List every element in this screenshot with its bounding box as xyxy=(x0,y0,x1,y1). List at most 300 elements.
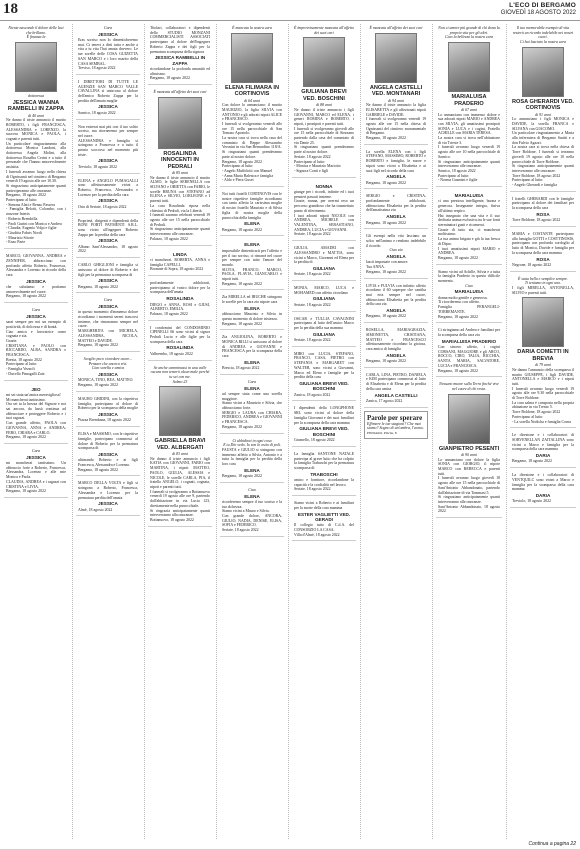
deceased-name: JESSICA xyxy=(98,412,118,417)
deceased-name: GIANPIETRO PESENTI xyxy=(438,445,500,452)
quote: Ci ubbidirai in ogni cosa xyxy=(232,438,272,443)
text: mi sei stata un'amica meravigliosa! xyxy=(6,392,61,397)
text: Ne danno il triste annuncio la figlia ELISABETTA e gli affezionati nipoti GABRIELE e DAVIDE. xyxy=(366,103,426,117)
page-number: 18 xyxy=(3,1,18,17)
condolence-card xyxy=(510,195,576,227)
deceased-name: ELENA xyxy=(244,359,260,365)
text: Mi mancherai tantissimo. xyxy=(6,397,46,402)
text: ELISA e MASSIMO, con le rispettive famiglie, partecipano commossi al dolore di Roberto per la prematura scomparsa di xyxy=(78,432,138,451)
text: LIVIA e FULVIA con infinito affetto ricordano il 60 superpre che cantiha mai erta sempre nel cuore, abbracciano Elisabetta per la perdita della cara zia xyxy=(366,283,426,307)
text: Hai insegnato che una vita e il suo dedicata anima esclusiva.tra le sue fonti sterminatori gusti e ricamerai. xyxy=(438,213,501,227)
text: I funerali si svolgeranno venerdì 19 agosto alle ore 15 nella chiesa di Ognissanti del cimitero monumentale di Bergamo. xyxy=(366,117,426,136)
age: di 85 anni xyxy=(172,171,188,176)
text: ci mancherai. ROBERTA, ANNA e famiglia CAPELLI. xyxy=(150,257,210,267)
portrait-photo xyxy=(522,297,564,347)
condolence-card xyxy=(292,404,356,446)
text: MARGHERITA con MICHELA, ALESSANDRA, NICOLA, MATTEO e DAVIDE. xyxy=(78,329,138,343)
text: ci una preziosa intelligente, buona e generosa. Insegnante integra, finiva all'ultimo respiro. xyxy=(438,199,500,213)
salutation: Cara xyxy=(104,26,112,30)
condolence-card xyxy=(4,252,68,303)
date: Bergamo, 18 agosto 2022 xyxy=(366,220,406,225)
deceased-name: JESSICA xyxy=(98,104,118,110)
date: Bergamo, 18 agosto 2022 xyxy=(6,435,46,440)
text: profondamente addolorati, partecipiamo al vostro dolore per la scomparsa dell'amata xyxy=(150,281,210,295)
date: Bergamo, 18 agosto 2022 xyxy=(222,281,262,286)
text: Grazie. xyxy=(6,338,18,343)
text: amico e fornitore, ricordandone la capacità e la cordialità nel lavoro. xyxy=(294,478,354,487)
condolence-card xyxy=(4,384,68,444)
obituary-column-6 xyxy=(360,24,433,839)
text: Ciao la bellezza la nostra cara xyxy=(444,35,494,40)
deceased-name: GIULIANA xyxy=(312,331,336,337)
text: Gli esempi nella vita lasciano un solco nell'anima e rendono indelebile il ricordo. xyxy=(366,234,426,248)
condolence-card xyxy=(510,230,576,272)
text: La nostra cara si trova nell'abitazione di via Trieste 3. xyxy=(438,136,500,145)
date: Palazzo, 18 agosto 2022 xyxy=(150,311,188,316)
condolence-card xyxy=(76,123,140,174)
deceased-name: JESSICA WANNA RAMBELLI IN ZAPPA xyxy=(7,99,65,113)
text: È mancata all'affetto dei suoi cari xyxy=(153,90,207,95)
deceased-name: ANGELA xyxy=(386,174,406,180)
title: dottoressa xyxy=(27,94,45,99)
obituary-card xyxy=(510,275,576,429)
quote: Scoglio poco ricordare cuore... Pensare che ancora vivi. xyxy=(83,356,133,366)
date: Bergamo, 18 agosto 2022 xyxy=(438,314,478,319)
text: I tuoi adorati nipoti NICOLE con ANDREA, MICHELE con VALENTINA, SEBASTIANO, ANDREA, LUCIA e GIOVANNI. xyxy=(294,213,354,232)
salutation: Cara xyxy=(248,379,256,384)
deceased-name: GIULIANA xyxy=(312,296,336,302)
date: Zanica, 17 agosto 2022 xyxy=(366,398,403,403)
date: Bergamo, 18 agosto 2022 xyxy=(438,368,478,373)
text: La nostra cara si trova nella chiesa di Torre Boldone. I funerali si terranno giovedì 19 agosto alle ore 10 nella parrocchiale di Torre Boldone. xyxy=(512,145,574,164)
condolence-card xyxy=(292,284,356,312)
text: MIRO con LUCIA, STEFANO, FRANCO, CASA, PIETRO con STEFANIA e MARGARET con WALTER, sono vicini a Giovanni, Marco ed Elena e famiglie per la perdita della cara xyxy=(294,351,354,380)
deceased-name: JESSICA xyxy=(26,454,46,460)
text: Il collegio tutto di C.d.A. del CONSORZIO LA CASA. xyxy=(294,523,354,533)
condolence-card xyxy=(364,326,428,368)
date: Zanica, 18 agosto 2022 xyxy=(294,392,331,397)
text: I funerali avranno luogo nella chiesa di Ognissanti nel cimitero di Bergamo venerdì 19 agosto alle ore 10.30. xyxy=(6,169,66,184)
text: I figli MIRELLA, ANTONELLA, SILVIO e parenti tutti. xyxy=(512,286,574,295)
date: Treviolo, 18 agosto 2022 xyxy=(512,499,551,504)
condolence-card xyxy=(220,239,284,290)
deceased-name: MARIALUISA PRADERIO xyxy=(441,338,497,344)
deceased-name: ELENA xyxy=(244,221,260,227)
text: Proprietà, dirigenti e dipendenti della BONI FORTI PAYMENTI S.R.L. sono vicini all'ingegner Roberto Zappa per la perdita della cara xyxy=(78,218,138,237)
date: Bergamo, 18 agosto 2022 xyxy=(222,424,262,429)
date: Bergamo, 18 agosto 2022 xyxy=(222,159,262,164)
text: La famiglia SANTONE NATALE partecipa al grave lutto che ha colpito la famiglia Trabuschi per la prematura scomparsa di xyxy=(294,451,354,470)
deceased-name: ELENA FILIMARA IN CORTINOVIS xyxy=(225,84,279,98)
deceased-name: JESSICA xyxy=(98,303,118,309)
text: mi mancherai tantissimo. Un abbraccio forte a Roberto, Francesca, Alessandra, Lorenzo e alle mie Monica e Paola. xyxy=(6,461,66,480)
text: MARIA e COSTANTE partecipano alla famiglia GOTTI e COSTTINOSIS, partecipano con profondo cordoglio al lutto di Monica, Davide e famiglia per la scomparsa della cara mamma xyxy=(512,231,574,255)
condolence-card xyxy=(292,315,356,347)
condolence-card xyxy=(220,333,284,375)
deceased-name: ANGELA xyxy=(386,253,406,259)
quote: Nessuno muore sulla Terra finché vive nel cuore di chi resta. xyxy=(439,382,499,391)
deceased-name: MARIALUISA xyxy=(454,289,484,295)
text: Famiglia PERANGELI-TORREMANTE. xyxy=(438,305,500,314)
text: La tua anima brigata e già la tua fresca di Dipro. xyxy=(438,237,500,246)
condolence-card xyxy=(220,437,284,483)
date: Torre Boldone, 18 agosto 2022 xyxy=(512,410,561,415)
condolence-card xyxy=(220,190,284,236)
condolence-card xyxy=(292,244,356,281)
obituary-column-4 xyxy=(216,24,289,839)
date: Bergamo, 18 agosto 2022 xyxy=(222,321,262,326)
page-header xyxy=(0,0,580,21)
deceased-name: JESSICA xyxy=(98,501,118,507)
condolence-card xyxy=(76,296,140,352)
obituary-card xyxy=(220,24,284,187)
text: La nostra cara si trova nella casa del commiato di Beppe Alessandro Versnini in via San Bernardino 118/A. xyxy=(222,136,282,150)
date: Sant'Antonio Abbandonato, 18 agosto 2022 xyxy=(438,504,500,514)
date: Seriate, 18 agosto 2022 xyxy=(294,302,331,307)
deceased-name: ELENA xyxy=(244,385,260,391)
obituary-column-5 xyxy=(288,24,361,839)
date: Grumello, 18 agosto 2022 xyxy=(294,438,335,443)
text: I tuoi amatissimi nipoti MARIO e ANDREA. xyxy=(438,246,500,256)
portrait-photo xyxy=(375,33,417,83)
participants-list: Partecipano al lutto: - Angelo Gherardi e famiglia xyxy=(512,178,557,188)
deceased-name: JESSICA xyxy=(98,278,118,284)
obituary-card xyxy=(148,364,212,527)
quote-signature: Salmo 23 xyxy=(172,379,188,384)
condolence-card xyxy=(436,326,502,377)
deceased-name: LINDA xyxy=(172,251,188,257)
deceased-name: JESSICA xyxy=(98,158,118,164)
deceased-name: JEO xyxy=(31,386,41,392)
age: di 90 anni xyxy=(461,453,477,458)
condolence-card xyxy=(148,324,212,361)
date: Bergamo, 18 agosto 2022 xyxy=(366,136,406,141)
text: La cara Rosalinda riposa nella chiesina di Pedrali, via la Libertà. xyxy=(150,203,210,213)
text: Siamo vicini a Maurizio e Silvia, che abbracciamo forte. xyxy=(222,401,282,411)
text: Si ringrazia anticipatamente quanti interverranno alla onoranze. xyxy=(150,508,210,518)
obituary-card xyxy=(292,24,356,178)
condolence-card xyxy=(510,431,576,468)
participants-list: Partecipano al lutto: - Famiglia Vezzoli - Duvello Pimagalli Zaiz xyxy=(6,362,45,376)
deceased-name: ANGELA CASTELLI xyxy=(374,392,418,398)
condolence-card xyxy=(76,24,140,75)
text: giunge per i ricordi, infinite ed i tuoi pensieri passati insieme. xyxy=(294,190,354,199)
portrait-photo xyxy=(159,386,201,436)
quote: Ti teniamo in ogni uno. xyxy=(524,281,562,286)
salutation: Ciao xyxy=(465,283,473,288)
text: SILVIA, FRANCO, MARCO, PAOLA, FLAVIA, GIANCARLO e nipoti tutti. xyxy=(222,267,282,282)
participants-title: Partecipano al lutto: xyxy=(6,198,38,203)
text: Ne danno il triste annuncio i figli GIOVANNI, MARCO ed ELENA, i generi ROMINA e ROBERTO, i nipoti, i pronipoti e parenti tutti. xyxy=(294,107,354,126)
participants-list: Partecipano al lutto: - Norma Gusmini e figlie xyxy=(438,173,478,183)
date: Albano Sant'Alessandro, 18 agosto 2022 xyxy=(78,244,138,254)
condolence-card xyxy=(436,190,502,265)
text: Si ringraziano anticipatamente quanti interverranno alle onoranze. xyxy=(512,164,574,173)
text: Titolari, collaboratori e dipendenti dello STUDIO MONZANI COMMERCIALISTI ASSOCIATI partecipano al dolore dell'ingegner Roberto Zappa e dei figli per la prematura scomparsa della signora xyxy=(150,26,210,54)
text: Ne danno il triste annuncio i figli KATIA con GIOVANNI, FABIO con MARTINA, i nipoti MATTEO, PAOLO, GIULIA, ALESSIA e NICOLE, le sorelle CARLA, PIA, il fratello ANGELO, i cognati, cognata, nipoti e parenti tutti. xyxy=(150,456,210,489)
condolence-card xyxy=(220,378,284,434)
obituary-card xyxy=(148,88,212,245)
text: Ti ricorderemo con affetto. xyxy=(438,300,480,305)
condolence-card xyxy=(292,450,356,496)
salutation: Ciao zia xyxy=(389,248,403,253)
date: Bergamo, 18 agosto 2022 xyxy=(78,467,118,472)
text: Con sincero affetto, i cugini CORSANI, MAGGIORE e gli ARCO, ROCCO, CIRO, TALIA, RICCHIA, SANTA MARIA, SALVATORE, LUCIA e FRANCESCA. xyxy=(438,345,500,368)
condolence-card xyxy=(76,177,140,214)
obituary-column-8 xyxy=(506,24,580,839)
text: Grazie di tutto zia, ci mancherai moltissimo. xyxy=(438,227,500,237)
deceased-name: ELENA xyxy=(244,467,260,473)
date: Seriate, 18 agosto 2022 xyxy=(222,528,259,533)
text: ROSELLA, MARIAGRAZIA, SIMONETTA, CRISTIANA, MATTEO e FRANCESCO affettuosamente ricordano la gioiosa, cara amica di famiglia xyxy=(366,328,426,351)
deceased-name: GIULIANA BREVI VED. BOSCHINI xyxy=(299,426,349,437)
obituary-card xyxy=(4,24,68,249)
text: MARCO, GIOVANNA, ANDREA e ZENNIFER, abbracciano con profondo affetto Roberto, Francesca, Alessandra e Lorenzo in ricordo della cara xyxy=(6,254,66,277)
date: Bergamo, 18 agosto 2022 xyxy=(6,489,46,494)
age: di 91 anni xyxy=(535,112,551,117)
text: Si ringraziano anticipatamente quanti parteciperanno alle onoranze. xyxy=(6,183,66,193)
condolence-card xyxy=(220,293,284,330)
text: Si ringraziano quanti prenderanno parte al nostro dolore. xyxy=(222,150,282,159)
text: I DIRETTORI DI TUTTE LE AGENZIE SAN MARCO VALLE CAVALLINA si uniscono al dolore dell'amico Roberto Zappa per la perdita dell'amata moglie xyxy=(78,79,138,103)
text: Zia ANGIOLINA, ROBERTO e MONICA RILLI si uniscono al dolore di ANDREA e GIOVANNI e FRANCESCA per la scomparsa della cara xyxy=(222,335,282,359)
text: È improvvisamente mancata all'affetto dei suoi cari xyxy=(294,26,355,35)
age: di 94 anni xyxy=(388,98,404,103)
deceased-name: DARIA xyxy=(535,453,551,459)
condolence-card xyxy=(76,355,140,392)
date: Seriate, 18 agosto 2022 xyxy=(294,272,331,277)
date: Almè, 18 agosto 2022 xyxy=(78,507,113,512)
date: Piazza Brembana, 18 agosto 2022 xyxy=(78,418,131,423)
text: La direzione e i collaboratori di VENTQUILC sono vicini a Marco e famiglia per la scomparsa della cara mamma xyxy=(512,473,574,492)
deceased-name: JESSICA xyxy=(98,372,118,378)
deceased-name: DARIA COMETTI IN BREVIA xyxy=(517,349,569,362)
text: CARLO GHIGLIONI e famiglia si uniscono al dolore di Roberto e dei figli per la prematura scomparsa di xyxy=(78,263,138,277)
date: Bergamo, 18 agosto 2022 xyxy=(366,314,406,319)
text: Siamo vicini a Roberto e ai familiari per la morte della cara mamma xyxy=(294,501,354,510)
text: I condomini del CONDOMINIO CIPINELLI 66 sono vicini al signor Pedrali Lucio e alle figlie per la scomparsa della cara xyxy=(150,325,210,344)
deceased-name: JESSICA xyxy=(26,278,46,284)
text: I funerali avranno luogo venerdì 19 agosto alle ore 9.30 nella parrocchiale di Torre Boldone. xyxy=(512,386,574,401)
text: MONICA, TINO, BEA, MATTEO. xyxy=(78,378,134,383)
text: I funerali avranno luogo giovedì 18 agosto alle ore 15 nella parrocchiale di Sant'Antonio Abbandonato, partendo dall'abitazione di via Tommasi 5. xyxy=(438,476,500,495)
portrait-photo xyxy=(15,42,57,92)
deceased-name: ROSALINDA xyxy=(166,296,194,302)
condolence-card xyxy=(4,447,68,498)
deceased-name: GIULIANA BREVI VED. BOSCHINI xyxy=(299,380,349,392)
date: Bottanuovo, 18 agosto 2022 xyxy=(150,517,194,522)
text: ricordandone la profonda umanità ed altruismo. xyxy=(150,67,210,76)
text: GIULIA, AMADEI con ALESSANDRO e MATTIA, sono vicini a Marco, Giovanni ed Elena per la perdita di xyxy=(294,246,354,265)
condolence-card xyxy=(148,279,212,321)
deceased-name: ROSA xyxy=(536,256,550,262)
condolence-card xyxy=(436,268,502,324)
deceased-name: ROSA GHERARDI VED. CORTINOVIS xyxy=(512,98,574,112)
date: Sarnico, 18 agosto 2022 xyxy=(438,168,476,173)
text: I funerali saranno celebrati venerdì 19 agosto alle ore 15 nella parrocchiale di Pedrali. xyxy=(150,213,210,227)
portrait-photo xyxy=(158,97,202,149)
quote-box-signature: PINDARO, Pitiche, 8 xyxy=(367,431,397,436)
text: Siamo vicini a Mauro e Silvia. xyxy=(222,509,270,514)
obituary-column-2 xyxy=(72,24,145,839)
newspaper-name: L'ECO DI BERGAMO xyxy=(509,2,576,9)
date: Bergamo, 18 agosto 2022 xyxy=(6,294,46,299)
deceased-name: MARIALUISA PRADERIO xyxy=(451,94,487,107)
obituary-column-3 xyxy=(144,24,217,839)
obituary-column-1 xyxy=(0,24,73,839)
text: Noi tutti fratelli CORTINOVIS con le nostre rispettive famiglie ricordiamo con tanto affetto la carissima moglie di nostro fratello Maurizio e di Silvia figlia di nostra moglie della parrocchia della famiglia xyxy=(222,192,282,220)
deceased-name: ROSALINDA INNOCENTI IN PEDRALI xyxy=(161,150,199,170)
date: Seriate, 18 agosto 2022 xyxy=(294,154,331,159)
text: CARLA, LINA, PIETRO, DANIELA e KIM partecipano commossi al lutto di Elisabetta e di Elena per la perdita della cara amica xyxy=(366,372,426,391)
obituary-card xyxy=(436,24,502,187)
text: DIEGO e ANNA, ROSI e GIUSI, ALBERTO, EMILIA. xyxy=(150,302,210,312)
text: I funerali si svolgeranno giovedì alle ore 15 nella parrocchiale di Stezzano partendo dalla casa del commiato di via Dante 25. xyxy=(294,126,354,145)
date: Bromate di Sopra, 18 agosto 2022 xyxy=(150,267,204,272)
text: Si ringraziano anticipatamente quanti interverranno alle onoranze. xyxy=(438,159,500,169)
date: Bergamo, 18 agosto 2022 xyxy=(366,180,406,185)
deceased-name: ANGELA xyxy=(386,352,406,358)
date: Bergamo, 18 agosto 2022 xyxy=(78,343,118,348)
date: Brezia, 18 agosto 2022 xyxy=(6,357,42,362)
condolence-card xyxy=(292,350,356,402)
participants-list: Partecipano al lutto: - Angelo Muffolotti con Manuel - Anna Maria Balestra e famiglia - Aldo e Piera Gusei xyxy=(222,164,274,183)
condolence-card xyxy=(364,232,428,278)
condolence-card xyxy=(364,192,428,229)
deceased-name: ESTER VAGLIETTI VED. GERADI xyxy=(297,511,351,522)
portrait-photo xyxy=(231,33,273,83)
date: Palazzo, 18 agosto 2022 xyxy=(150,236,188,241)
date: Seriate, 18 agosto 2022 xyxy=(294,232,331,237)
obituary-card xyxy=(436,380,502,518)
age: di 83 anni xyxy=(172,452,188,457)
age: di 88 anni xyxy=(316,103,332,108)
quote-box xyxy=(364,411,428,439)
condolence-card xyxy=(292,499,356,541)
text: Eras sorriso non lo dimenticheremo mai. Ci tenevi a dirti tutta e anche a vita a tu vita l'hai amata davvero. Le tue sorelle delle COSA GUIZETTA SAN MARCO e i loro marito della CASA SEMBAL. xyxy=(78,38,138,66)
portrait-photo xyxy=(448,42,490,92)
text: I funerali si svolgeranno a Bottanuovo venerdì 19 agosto alle ore 9, partendo dall'abitazione in via Lucia 123, direttamente nella parrocchiale. xyxy=(150,489,210,508)
condolence-card xyxy=(76,479,140,516)
text: MAURO GHIDINI, con la rispettiva famiglia, partecipano al dolore di Roberto per la scomparsa della moglie xyxy=(78,396,138,411)
text: I funerali avranno luogo venerdì 19 agosto alle ore 10 nella parrocchiale di Sarnico. xyxy=(438,145,500,159)
participants-list: Partecipano al lutto: - Monica e Maurizio Mariotto - Signora Conti e figli xyxy=(294,159,341,173)
deceased-name: ANGELA xyxy=(386,214,406,220)
text: Si ringraziano quanti prenderanno parte al nostro dolore. xyxy=(294,145,354,155)
deceased-name: ROSALINDA xyxy=(166,345,194,351)
condolence-card xyxy=(76,430,140,476)
text: Un particolare ringraziamento alla dottoressa Monica Landoni, alla dottoressa Angela Molini, alla dottoressa Rosalba Cerini e a tutto il personale che l'hanno amorevolmente assistita. xyxy=(6,141,66,170)
condolence-card xyxy=(76,261,140,293)
text: FAUSTA e GIULIO si stringono con immenso affetto a Silvia, Antonio e a tutta la famiglia per la perdita della loro cara xyxy=(222,448,282,467)
participants-list: Partecipano al lutto: - La sorella Nodicha e famiglia Corna xyxy=(512,414,571,424)
text: Ciao amica e lavoratrice come cognata e zia. xyxy=(6,329,66,339)
text: lascit impastate con amore. xyxy=(366,260,409,265)
text: Lo annunciano con dolore la figlia SONIA con GIORGIO, il nipote MARCO con REBECCA e parenti tutti. xyxy=(438,457,500,476)
salutation: Ciao xyxy=(248,487,256,492)
deceased-name: GIULIANA BREVI VED. BOSCHINI xyxy=(301,89,347,102)
text: ultimando Roberto e ai figli Francesca, Alessandra e Lorenzo. xyxy=(78,458,138,468)
deceased-name: TRABOSCHI xyxy=(310,471,338,477)
newspaper-masthead xyxy=(501,2,576,17)
quote-signature: È finanza la xyxy=(26,35,46,40)
quote: Non ci amore più grande di chi dona la propria vita per gli altri. xyxy=(438,26,500,35)
quote: E tu Dio vedo. Io son lo ostio di poli. xyxy=(223,443,281,448)
deceased-name: GIULIANA xyxy=(312,265,336,271)
obituary-column-7 xyxy=(432,24,507,839)
date: Villa d'Almè, 18 agosto 2022 xyxy=(294,532,340,537)
text: Siamo vicini ad Achille, Silvia e a tutta la famiglia Praderio in questo difficile momento. xyxy=(438,269,500,284)
portrait-photo xyxy=(303,37,345,87)
date: Treviso, 18 agosto 2022 xyxy=(78,66,116,71)
text: ricorderemo sempre il tuo sorriso e la tua dolcezza. xyxy=(222,499,282,509)
text: Non entrerai mai più con il tuo solito sorriso, ma ritorneremo per sempre nel cuore. xyxy=(78,124,138,138)
quote: Se anche camminassi in una valle oscura non temerò alcun male perché tu sei con me. xyxy=(150,365,210,379)
text: ELENA e ANGELO FUMAGALLI sono affettuosamente vicini a Roberto, Francesca, Alessandra e Lorenzo per la perdita della cara xyxy=(78,178,138,197)
date: Bergamo, 18 agosto 2022 xyxy=(78,383,118,388)
text: La cara salma è composta nella propria abitazione in via Trento 5. xyxy=(512,400,574,410)
text: SERGIO e LAURA con CHIARA, FEDERICO, ANDREA e GIOVANNI e FRANCESCA. xyxy=(222,410,282,425)
text: Con grande dolore, ANCORA, GIULIO, NADIA, DENISE, ELISA, SOFIA e FEDERICO. xyxy=(222,514,282,528)
text: I fratelli GHERARDI con le famiglie partecipano al dolore dei familiari per la scomparsa della cara xyxy=(512,196,574,211)
quote-box-text: Effimere le tue stagioni? Che mai siamo? Sogno di un'ombra, l'uomo. xyxy=(367,420,424,431)
condolence-card xyxy=(76,395,140,427)
text: È mancata la nostra cara xyxy=(232,26,272,30)
date: Bergamo, 18 agosto 2022 xyxy=(438,255,478,260)
quote: È stata bella e semplice sempre. xyxy=(518,276,568,281)
text: Le direzione e i collaboratori di SORVENELLAN ZAITALLINA sono vicini a Marco e famiglia per la scomparsa della cara mamma xyxy=(512,433,574,452)
text: I dipendenti della LONGPHONE SRL sono vicini al dolore della famiglia Giovanni e dei suoi familiari per la scomparsa della cara mamma xyxy=(294,406,354,425)
date: Torre Boldone, 18 agosto 2022 xyxy=(512,173,561,178)
deceased-name: JESSICA xyxy=(98,31,118,37)
text: Ne danno il triste annuncio il marito ALMO, le figlie SERENELLA con SILVANO e ORIETTA con FABIO, le sorelle BRUNA con STEFANO ad ELENA e SILVIO, LORLEONE e I parenti tutti. xyxy=(150,175,210,204)
text: sarai sempre per noi un esempio di positività, di dolcezza e di bontà. xyxy=(6,320,66,329)
date: Treviolo, 18 agosto 2022 xyxy=(78,164,117,169)
date: Bergamo, 18 agosto 2022 xyxy=(366,269,406,274)
text: I funerali si svolgeranno venerdì alle ore 15 nella parrocchiale di San Tomaso Apostolo. xyxy=(222,121,282,136)
date: Bergamo, 18 agosto 2022 xyxy=(222,227,262,232)
deceased-name: ELENA xyxy=(244,493,260,499)
deceased-name: ROSA xyxy=(536,211,550,217)
condolence-card xyxy=(76,78,140,120)
condolence-card xyxy=(364,148,428,190)
age: di 67 anni xyxy=(461,107,477,112)
text: abbracciano Maurizio e Silvia in questo momento di dolore tristezza. xyxy=(222,312,282,321)
participants-list: - Simona Alati e Renzo Passera - Famiglia Belotti, Colombo, con i ronzone Interix - Roberto Brembilla - Paoli Gurini con Monica e Andrea - Claudia, Eugenio Volpi e figlie - Giuditta Fabris Nordi - Maurizio Stiorie - Enzo Parte xyxy=(6,202,66,245)
text: Si ringraziano anticipatamente quanti interverranno alle onoranze. xyxy=(150,227,210,237)
date: Bergamo, 18 agosto 2022 xyxy=(6,193,46,198)
condolence-card xyxy=(220,486,284,537)
text: Zia MIRELLA ed IRUCHE stringono le sorelle per la cara zio nipote cara xyxy=(222,295,282,305)
age: di 64 anni xyxy=(244,98,260,103)
text: MARCO DELLA VOLTA e figli si stringono a Roberto, Francesca, Alessandra e Lorenzo per la prematura perdita dell'amata xyxy=(78,481,138,500)
text: Ci hai lasciato la nostra cara xyxy=(520,40,566,45)
deceased-name: ANGELA xyxy=(386,308,406,314)
text: Ne danno l'annuncio della scomparsa il marito GIUSEPPE, i figli DAVIDE, ANTONELLA e MARCO e i nipoti tutti. xyxy=(512,367,574,386)
text: che salutiamo e portiamo amorevolmente nel cuore. xyxy=(6,285,66,294)
text: CRISTIANA e PAOLO con RICCARDO, ALBA, SANDRA e FRANCESCA. xyxy=(6,343,66,358)
quote: Niente nasconde il dolore delle luci che brillano. xyxy=(8,26,64,35)
deceased-name: JESSICA xyxy=(98,238,118,244)
deceased-name: ELENA xyxy=(244,242,260,248)
text: Con grande affetto, PAOLA con GIOVANNA, ANNA e ANDREA; FEBO, CHIARA e CARLO. xyxy=(6,421,66,435)
text: donna molto gentile e generosa. xyxy=(438,295,488,300)
text: È mancata all'affetto dei suoi cari xyxy=(369,26,423,30)
text: Si ringraziano anticipatamente quanti interverranno alle onoranze. xyxy=(438,495,500,504)
obituary-card xyxy=(364,24,428,145)
date: Valbrembo, 18 agosto 2022 xyxy=(150,351,193,356)
condolence-card xyxy=(364,371,428,408)
